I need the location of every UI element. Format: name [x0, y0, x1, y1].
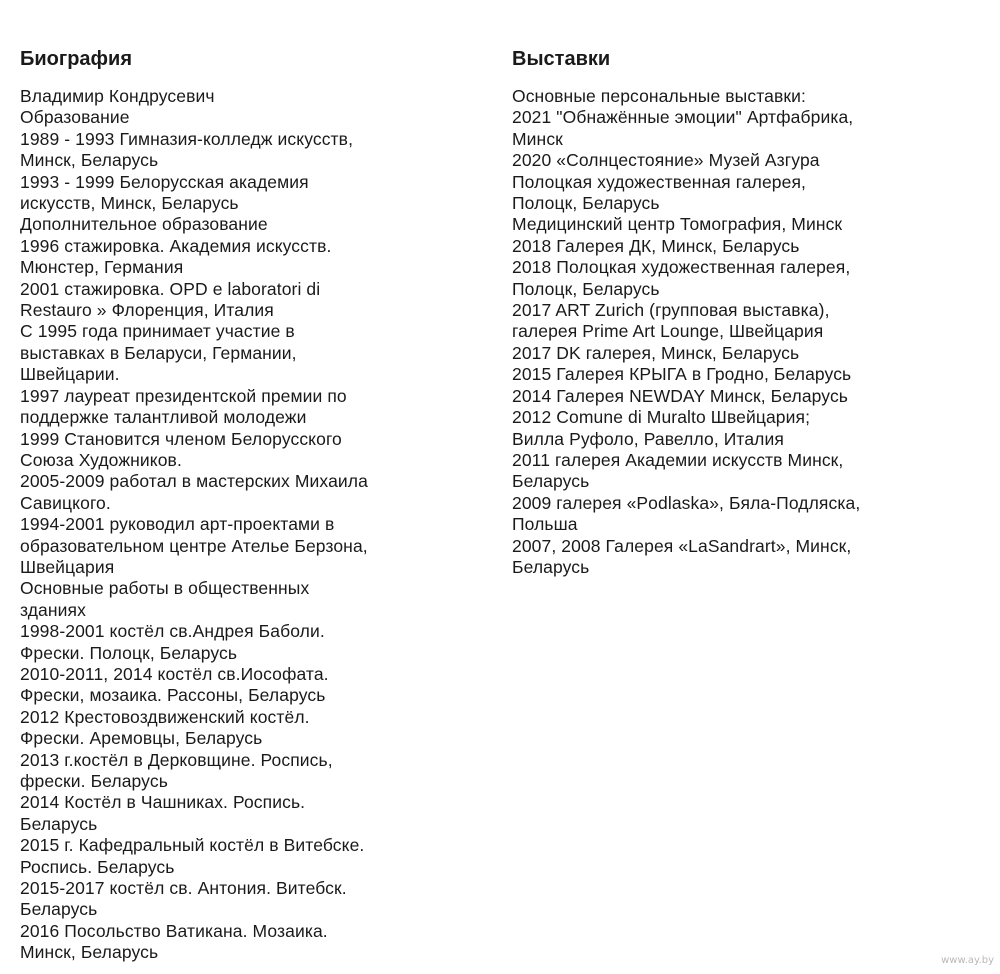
exhibitions-line: 2018 Полоцкая художественная галерея, — [512, 257, 851, 278]
exhibitions-line: 2007, 2008 Галерея «LaSandrart», Минск, — [512, 535, 852, 556]
biography-line: Швейцария — [20, 556, 115, 577]
biography-heading: Биография — [20, 48, 133, 70]
biography-line: Владимир Кондрусевич — [20, 86, 215, 106]
exhibitions-line: 2012 Comune di Muralto Швейцария; — [512, 407, 811, 428]
exhibitions-line: Минск — [512, 128, 563, 149]
biography-line: 2014 Костёл в Чашниках. Роспись. — [20, 792, 306, 813]
biography-lines — [20, 86, 490, 964]
exhibitions-line: 2014 Галерея NEWDAY Минск, Беларусь — [512, 385, 849, 406]
exhibitions-line: Медицинский центр Томография, Минск — [512, 214, 843, 235]
biography-line: Беларусь — [20, 813, 98, 834]
exhibitions-line: 2017 DK галерея, Минск, Беларусь — [512, 342, 800, 363]
biography-line: Швейцарии. — [20, 364, 120, 385]
exhibitions-line: 2015 Галерея КРЫГА в Гродно, Беларусь — [512, 364, 852, 385]
exhibitions-section — [512, 46, 982, 578]
biography-line: Союза Художников. — [20, 449, 182, 470]
biography-line: зданиях — [20, 599, 86, 620]
biography-line: Фрески. Аремовцы, Беларусь — [20, 728, 263, 749]
biography-line: 1989 - 1993 Гимназия-колледж искусств, — [20, 128, 354, 149]
biography-line: 1994-2001 руководил арт-проектами в — [20, 514, 335, 535]
biography-line: 1999 Становится членом Белорусского — [20, 428, 342, 449]
exhibitions-line: Польша — [512, 514, 578, 535]
biography-line: 2010-2011, 2014 костёл св.Иософата. — [20, 663, 329, 684]
biography-line: поддержке талантливой молодежи — [20, 407, 307, 428]
exhibitions-line: Полоцк, Беларусь — [512, 278, 660, 299]
exhibitions-line: 2009 галерея «Podlaska», Бяла-Подляска, — [512, 492, 861, 513]
biography-line: фрески. Беларусь — [20, 771, 168, 791]
biography-line: 2013 г.костёл в Дерковщине. Роспись, — [20, 749, 333, 770]
biography-line: 2015 г. Кафедральный костёл в Витебске. — [20, 835, 365, 856]
biography-line: Беларусь — [20, 899, 98, 920]
biography-line: 2015-2017 костёл св. Антония. Витебск. — [20, 878, 347, 899]
biography-line: Образование — [20, 107, 130, 128]
biography-line: искусств, Минск, Беларусь — [20, 193, 239, 214]
exhibitions-line: 2021 "Обнажённые эмоции" Артфабрика, — [512, 107, 854, 128]
biography-line: Основные работы в общественных — [20, 578, 310, 599]
biography-line: 1998-2001 костёл св.Андрея Баболи. — [20, 621, 325, 642]
biography-line: 1997 лауреат президентской премии по — [20, 385, 347, 406]
biography-line: Мюнстер, Германия — [20, 257, 184, 278]
exhibitions-line: Основные персональные выставки: — [512, 86, 806, 106]
biography-line: 2016 Посольство Ватикана. Мозаика. — [20, 920, 328, 941]
exhibitions-line: Полоцкая художественная галерея, — [512, 171, 806, 192]
biography-line: Минск, Беларусь — [20, 942, 159, 963]
exhibitions-line: Вилла Руфоло, Равелло, Италия — [512, 428, 784, 449]
biography-line: выставках в Беларуси, Германии, — [20, 342, 297, 363]
exhibitions-line: 2017 ART Zurich (групповая выставка), — [512, 300, 830, 321]
biography-line: 2001 стажировка. OPD e laboratori di — [20, 278, 321, 299]
biography-line: Минск, Беларусь — [20, 150, 159, 171]
biography-line: 1993 - 1999 Белорусская академия — [20, 171, 309, 192]
exhibitions-line: Беларусь — [512, 556, 590, 577]
biography-line: 1996 стажировка. Академия искусств. — [20, 235, 332, 256]
biography-line: С 1995 года принимает участие в — [20, 321, 295, 342]
biography-line: Роспись. Беларусь — [20, 856, 175, 877]
biography-line: Фрески, мозаика. Рассоны, Беларусь — [20, 685, 326, 706]
exhibitions-line: 2011 галерея Академии искусств Минск, — [512, 449, 844, 470]
exhibitions-line: 2020 «Солнцестояние» Музей Азгура — [512, 150, 820, 171]
biography-line: образовательном центре Ателье Берзона, — [20, 535, 368, 556]
biography-line: 2012 Крестовоздвиженский костёл. — [20, 706, 310, 727]
exhibitions-line: Полоцк, Беларусь — [512, 193, 660, 214]
biography-section — [20, 46, 490, 964]
exhibitions-lines — [512, 86, 982, 578]
biography-line: Restauro » Флоренция, Италия — [20, 300, 274, 321]
exhibitions-line: Беларусь — [512, 471, 590, 492]
exhibitions-heading: Выставки — [512, 48, 611, 70]
biography-line: 2005-2009 работал в мастерских Михаила — [20, 471, 368, 492]
biography-line: Савицкого. — [20, 492, 111, 513]
exhibitions-line: галерея Prime Art Lounge, Швейцария — [512, 321, 824, 342]
watermark-text: www.ay.by — [941, 955, 994, 966]
exhibitions-line: 2018 Галерея ДК, Минск, Беларусь — [512, 235, 800, 256]
biography-line: Фрески. Полоцк, Беларусь — [20, 642, 238, 663]
biography-line: Дополнительное образование — [20, 214, 268, 235]
